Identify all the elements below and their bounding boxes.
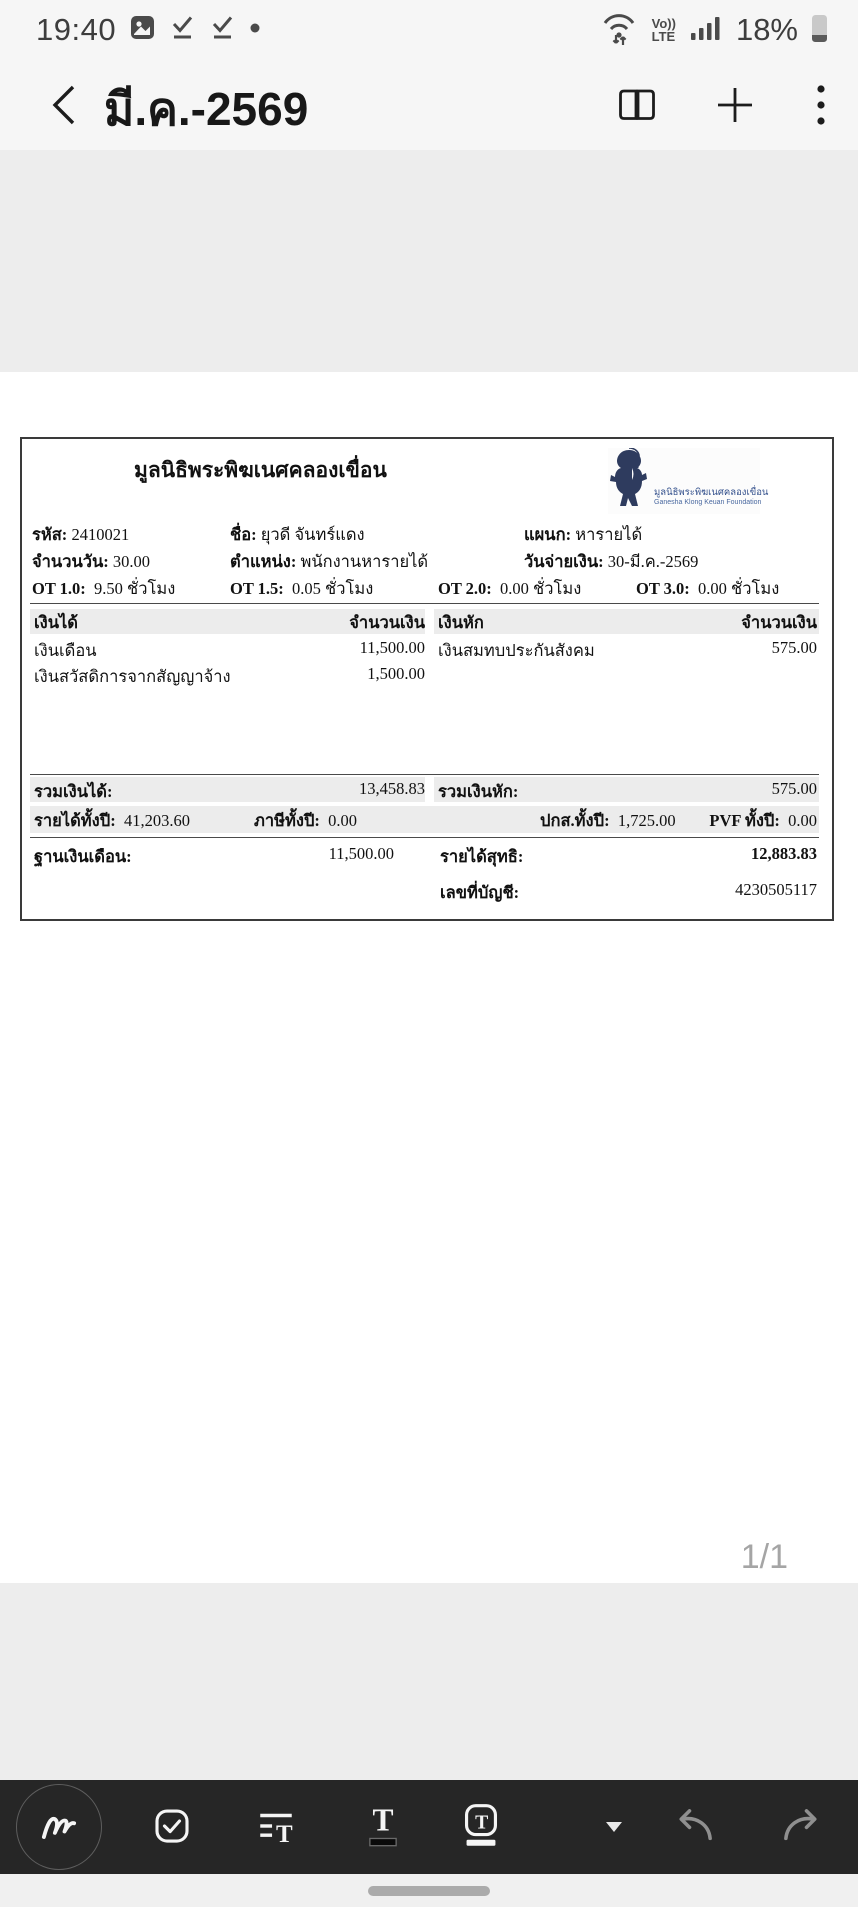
ytd-social-security (540, 808, 676, 834)
page-indicator: 1/1 (740, 1538, 788, 1576)
battery-percent-label: 18% (735, 12, 798, 47)
edit-toolbar (0, 1780, 858, 1874)
logo-text (654, 451, 768, 511)
ytd-value: 0.00 (788, 811, 817, 830)
ytd-income (34, 808, 190, 834)
ot-1-0 (32, 576, 175, 602)
download-check-icon (169, 13, 196, 47)
position (230, 549, 428, 575)
text-format-icon (255, 1805, 297, 1850)
checkbox-tool-button[interactable] (140, 1780, 204, 1874)
undo-arrow-icon (673, 1804, 717, 1851)
status-bar (0, 0, 858, 60)
net-income-value: 12,883.83 (751, 844, 817, 863)
account-number-value: 4230505117 (735, 880, 817, 899)
text-format-tool-button[interactable] (244, 1780, 308, 1874)
ot-label: OT 3.0: (636, 579, 690, 598)
income-row-amount: 11,500.00 (359, 638, 425, 657)
department-value: หารายได้ (575, 525, 643, 544)
pay-date-value: 30-มี.ค.-2569 (607, 552, 699, 571)
employee-name-value: ยุวดี จันทร์แดง (260, 525, 365, 544)
department (524, 522, 642, 548)
total-deduction-value: 575.00 (771, 779, 817, 798)
battery-icon (811, 13, 828, 48)
pen-scribble-icon (37, 1804, 81, 1851)
download-check-icon (209, 13, 236, 47)
ytd-value: 41,203.60 (123, 811, 190, 830)
back-chevron-icon (46, 116, 82, 131)
ytd-pvf (709, 808, 817, 834)
ot-unit: ชั่วโมง (127, 579, 176, 598)
ytd-label: รายได้ทั้งปี: (34, 811, 116, 830)
employee-code-value: 2410021 (71, 525, 130, 544)
total-income-label: รวมเงินได้: (34, 782, 113, 801)
ot-label: OT 2.0: (438, 579, 492, 598)
total-deduction-label: รวมเงินหัก: (438, 782, 519, 801)
pay-date (524, 549, 698, 575)
add-page-plus-icon (714, 84, 756, 129)
ot-3-0 (636, 576, 779, 602)
account-number-label: เลขที่บัญชี: (440, 883, 520, 902)
divider (30, 837, 819, 838)
logo-thai-label: มูลนิธิพระพิฆเนศคลองเขื่อน (654, 487, 769, 498)
ot-value: 0.00 (698, 579, 727, 598)
work-days-label: จำนวนวัน: (32, 552, 109, 571)
ot-value: 0.00 (500, 579, 529, 598)
ytd-label: ภาษีทั้งปี: (254, 811, 320, 830)
income-row-name: เงินสวัสดิการจากสัญญาจ้าง (34, 667, 231, 686)
ot-unit: ชั่วโมง (533, 579, 582, 598)
tool-options-dropdown-button[interactable] (582, 1780, 646, 1874)
more-notifications-dot (249, 21, 261, 39)
text-underline-color-icon (362, 1803, 404, 1852)
amount-column-header-right: จำนวนเงิน (741, 613, 817, 632)
department-label: แผนก: (524, 525, 572, 544)
ytd-tax (254, 808, 357, 834)
company-logo (608, 448, 769, 514)
more-options-kebab-icon (815, 83, 827, 130)
ytd-label: PVF ทั้งปี: (709, 811, 780, 830)
income-row-name: เงินเดือน (34, 641, 97, 660)
deduction-column-header: เงินหัก (438, 613, 484, 632)
wifi-icon (599, 9, 639, 52)
document-title: มี.ค.-2569 (104, 83, 309, 135)
reader-mode-book-icon (614, 85, 660, 128)
income-column-header: เงินได้ (34, 613, 78, 632)
ot-value: 0.05 (292, 579, 321, 598)
volte-top-label: Vo)) (651, 16, 676, 31)
logo-english-label: Ganesha Klong Keuan Foundation (654, 499, 762, 506)
employee-code (32, 522, 129, 548)
deduction-row-name: เงินสมทบประกันสังคม (438, 641, 595, 660)
net-income-label: รายได้สุทธิ: (440, 847, 524, 866)
base-salary-value: 11,500.00 (328, 844, 394, 863)
status-bar-left (36, 12, 261, 48)
text-underline-color-tool-button[interactable] (351, 1780, 415, 1874)
payslip-document (20, 437, 834, 921)
svg-text:T: T (372, 1802, 394, 1838)
dropdown-triangle-icon (600, 1812, 628, 1843)
more-options-button[interactable] (784, 74, 858, 138)
ot-unit: ชั่วโมง (325, 579, 374, 598)
total-income-value: 13,458.83 (359, 779, 425, 798)
undo-button[interactable] (663, 1780, 727, 1874)
status-bar-right (599, 9, 828, 52)
payslip-company-title: มูลนิธิพระพิฆเนศคลองเขื่อน (134, 458, 387, 482)
gesture-nav-strip (0, 1874, 858, 1907)
employee-name (230, 522, 365, 548)
ot-value: 9.50 (94, 579, 123, 598)
redo-button[interactable] (769, 1780, 833, 1874)
position-label: ตำแหน่ง: (230, 552, 297, 571)
base-salary-label: ฐานเงินเดือน: (34, 847, 132, 866)
signal-strength-icon (689, 13, 723, 48)
svg-text:T: T (475, 1811, 489, 1834)
text-box-icon (460, 1803, 502, 1852)
ganesha-figure-icon (608, 448, 650, 515)
volte-bottom-label: LTE (651, 29, 676, 44)
ytd-value: 1,725.00 (617, 811, 676, 830)
document-viewer[interactable] (0, 150, 858, 1780)
pdf-page (0, 372, 858, 1583)
ot-label: OT 1.5: (230, 579, 284, 598)
volte-icon (652, 17, 676, 43)
add-page-button[interactable] (686, 74, 784, 138)
redo-arrow-icon (779, 1804, 823, 1851)
pay-date-label: วันจ่ายเงิน: (524, 552, 604, 571)
divider (30, 603, 819, 604)
divider (30, 774, 819, 775)
employee-code-label: รหัส: (32, 525, 68, 544)
position-value: พนักงานหารายได้ (300, 552, 429, 571)
ytd-value: 0.00 (328, 811, 358, 830)
back-button[interactable] (36, 78, 92, 134)
gallery-notification-icon (129, 14, 156, 46)
ot-2-0 (438, 576, 581, 602)
work-days-value: 30.00 (112, 552, 151, 571)
work-days (32, 549, 150, 575)
clock: 19:40 (36, 12, 117, 47)
header-actions (588, 74, 858, 138)
employee-name-label: ชื่อ: (230, 525, 257, 544)
pen-draw-tool-button[interactable] (16, 1784, 102, 1870)
reader-mode-button[interactable] (588, 74, 686, 138)
amount-column-header-left: จำนวนเงิน (349, 613, 425, 632)
ot-1-5 (230, 576, 373, 602)
deduction-row-amount: 575.00 (771, 638, 817, 657)
ytd-label: ปกส.ทั้งปี: (540, 811, 610, 830)
home-indicator[interactable] (368, 1886, 490, 1896)
text-box-tool-button[interactable] (449, 1780, 513, 1874)
income-row-amount: 1,500.00 (367, 664, 425, 683)
svg-text:T: T (276, 1820, 293, 1847)
app-header (0, 60, 858, 150)
ot-unit: ชั่วโมง (731, 579, 780, 598)
checkbox-icon (152, 1806, 192, 1849)
ot-label: OT 1.0: (32, 579, 86, 598)
